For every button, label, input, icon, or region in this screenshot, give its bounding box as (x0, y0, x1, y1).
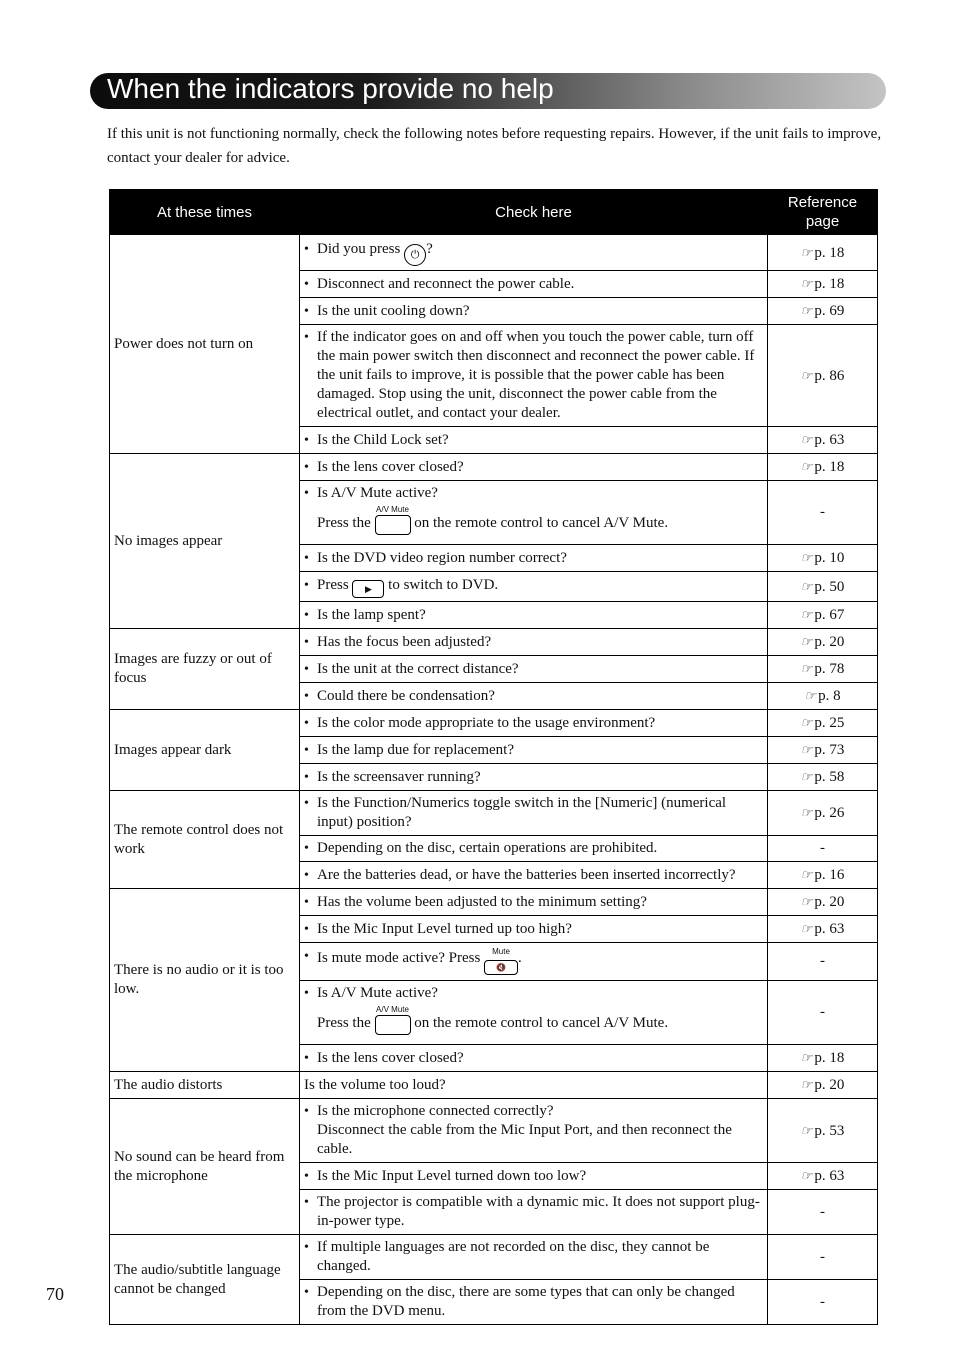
table-row (110, 235, 878, 271)
check-cell: • Is the lens cover closed? (300, 454, 768, 481)
page-reference-pointer-icon: ☞ (800, 276, 813, 291)
reference-cell: - (768, 836, 878, 862)
reference-cell: ☞ p. 18 (768, 454, 878, 481)
check-cell: • Is the microphone connected correctly? Disconnect the cable from the Mic Input Port, and then reconnect the cable. (300, 1099, 768, 1163)
av-mute-button-icon: A/V Mute (375, 1005, 411, 1041)
table-header (110, 190, 878, 235)
cause-cell: The audio distorts (110, 1072, 300, 1099)
header-reference-page: Reference page (768, 190, 878, 235)
check-cell: • Is the unit at the correct distance? (300, 656, 768, 683)
reference-cell: - (768, 1280, 878, 1325)
cause-cell: Power does not turn on (110, 235, 300, 454)
page-reference-pointer-icon: ☞ (800, 1077, 813, 1092)
reference-cell: ☞ p. 73 (768, 737, 878, 764)
check-cell: • Is A/V Mute active? Press the A/V Mute on the remote control to cancel A/V Mute. (300, 481, 768, 545)
reference-cell: ☞ p. 26 (768, 791, 878, 836)
check-cell: • Is the unit cooling down? (300, 298, 768, 325)
reference-cell: - (768, 481, 878, 545)
page-reference-pointer-icon: ☞ (800, 607, 813, 622)
check-cell: • Did you press ⏻ ? (300, 235, 768, 271)
check-cell: • Is the Child Lock set? (300, 427, 768, 454)
reference-cell: ☞ p. 10 (768, 545, 878, 572)
table-row (110, 1235, 878, 1280)
check-cell: • Is the color mode appropriate to the usage environment? (300, 710, 768, 737)
check-cell: • Disconnect and reconnect the power cable. (300, 271, 768, 298)
mute-button-icon: Mute 🔇 (484, 947, 518, 976)
table-row (110, 1099, 878, 1163)
page-reference-pointer-icon: ☞ (800, 432, 813, 447)
page-reference-pointer-icon: ☞ (800, 459, 813, 474)
table-row (110, 454, 878, 481)
cause-cell: The remote control does not work (110, 791, 300, 889)
page-reference-pointer-icon: ☞ (800, 550, 813, 565)
check-cell: • Is the DVD video region number correct? (300, 545, 768, 572)
reference-cell: ☞ p. 8 (768, 683, 878, 710)
page-title: When the indicators provide no help (107, 73, 554, 104)
check-cell: • Is the Function/Numerics toggle switch in the [Numeric] (numerical input) position? (300, 791, 768, 836)
page-reference-pointer-icon: ☞ (800, 921, 813, 936)
page-reference-pointer-icon: ☞ (800, 303, 813, 318)
page-reference-pointer-icon: ☞ (800, 1122, 813, 1138)
reference-cell: - (768, 1190, 878, 1235)
check-cell: • Are the batteries dead, or have the batteries been inserted incorrectly? (300, 862, 768, 889)
check-cell: • Is the Mic Input Level turned down too low? (300, 1163, 768, 1190)
power-button-icon: ⏻ (404, 244, 426, 266)
cause-cell: Images are fuzzy or out of focus (110, 629, 300, 710)
check-cell: • Is the Mic Input Level turned up too high? (300, 916, 768, 943)
reference-cell: ☞ p. 18 (768, 235, 878, 271)
check-cell: • Depending on the disc, there are some types that can only be changed from the DVD menu. (300, 1280, 768, 1325)
table-row (110, 889, 878, 916)
cause-cell: No images appear (110, 454, 300, 629)
page-reference-pointer-icon: ☞ (800, 769, 813, 784)
check-cell: • Has the volume been adjusted to the minimum setting? (300, 889, 768, 916)
page-reference-pointer-icon: ☞ (800, 742, 813, 757)
reference-cell: ☞ p. 69 (768, 298, 878, 325)
check-cell: • Is the screensaver running? (300, 764, 768, 791)
check-cell: • If the indicator goes on and off when you touch the power cable, turn off the main power switch then disconnect and reconnect the power cable. If the unit fails to improve, it is possible that the power cable has been damaged. Stop using the unit, disconnect the power cable from the electrical outlet, and contact your dealer. (300, 325, 768, 427)
reference-cell: ☞ p. 86 (768, 325, 878, 427)
check-cell: • Is the lamp due for replacement? (300, 737, 768, 764)
reference-cell: ☞ p. 53 (768, 1099, 878, 1163)
check-cell: • Has the focus been adjusted? (300, 629, 768, 656)
cause-cell: There is no audio or it is too low. (110, 889, 300, 1072)
check-cell: • Could there be condensation? (300, 683, 768, 710)
intro-text: If this unit is not functioning normally, check the following notes before requesting repairs. However, if the unit fails to improve, contact your dealer for advice. (107, 126, 882, 166)
check-cell: • Is the lens cover closed? (300, 1045, 768, 1072)
reference-cell: - (768, 1235, 878, 1280)
reference-cell: ☞ p. 78 (768, 656, 878, 683)
table-row (110, 791, 878, 836)
reference-cell: ☞ p. 25 (768, 710, 878, 737)
cause-cell: No sound can be heard from the microphone (110, 1099, 300, 1235)
page-reference-pointer-icon: ☞ (800, 634, 813, 649)
reference-cell: ☞ p. 63 (768, 916, 878, 943)
check-cell: • Is mute mode active? Press Mute 🔇. (300, 943, 768, 981)
reference-cell: ☞ p. 20 (768, 629, 878, 656)
page-reference-pointer-icon: ☞ (800, 578, 813, 594)
page-reference-pointer-icon: ☞ (800, 894, 813, 909)
page-reference-pointer-icon: ☞ (800, 244, 813, 260)
check-cell: • Is the lamp spent? (300, 602, 768, 629)
reference-cell: ☞ p. 67 (768, 602, 878, 629)
reference-cell: ☞ p. 20 (768, 1072, 878, 1099)
cause-cell: The audio/subtitle language cannot be changed (110, 1235, 300, 1325)
troubleshooting-table (109, 189, 878, 1325)
header-at-these-times: At these times (110, 190, 300, 235)
page-number: 70 (46, 1284, 64, 1304)
reference-cell: - (768, 943, 878, 981)
av-mute-button-icon: A/V Mute (375, 505, 411, 541)
check-cell: • If multiple languages are not recorded on the disc, they cannot be changed. (300, 1235, 768, 1280)
page-reference-pointer-icon: ☞ (800, 1168, 813, 1183)
page-reference-pointer-icon: ☞ (800, 715, 813, 730)
reference-cell: ☞ p. 50 (768, 572, 878, 602)
reference-cell: ☞ p. 63 (768, 1163, 878, 1190)
page-reference-pointer-icon: ☞ (800, 367, 813, 383)
table-row (110, 1072, 878, 1099)
reference-cell: ☞ p. 20 (768, 889, 878, 916)
page-reference-pointer-icon: ☞ (804, 688, 817, 703)
check-cell: • Press ▶ to switch to DVD. (300, 572, 768, 602)
page-reference-pointer-icon: ☞ (800, 867, 813, 882)
reference-cell: ☞ p. 63 (768, 427, 878, 454)
play-button-icon: ▶ (352, 580, 384, 598)
check-cell: • Depending on the disc, certain operations are prohibited. (300, 836, 768, 862)
table-row (110, 710, 878, 737)
check-cell: • Is A/V Mute active? Press the A/V Mute on the remote control to cancel A/V Mute. (300, 981, 768, 1045)
check-cell: Is the volume too loud? (300, 1072, 768, 1099)
cause-cell: Images appear dark (110, 710, 300, 791)
reference-cell: ☞ p. 16 (768, 862, 878, 889)
page-reference-pointer-icon: ☞ (800, 661, 813, 676)
reference-cell: ☞ p. 58 (768, 764, 878, 791)
page-reference-pointer-icon: ☞ (800, 1050, 813, 1065)
header-check-here: Check here (300, 190, 768, 235)
reference-cell: - (768, 981, 878, 1045)
reference-cell: ☞ p. 18 (768, 271, 878, 298)
page-reference-pointer-icon: ☞ (800, 805, 813, 820)
reference-cell: ☞ p. 18 (768, 1045, 878, 1072)
table-row (110, 629, 878, 656)
check-cell: • The projector is compatible with a dynamic mic. It does not support plug-in-power type. (300, 1190, 768, 1235)
